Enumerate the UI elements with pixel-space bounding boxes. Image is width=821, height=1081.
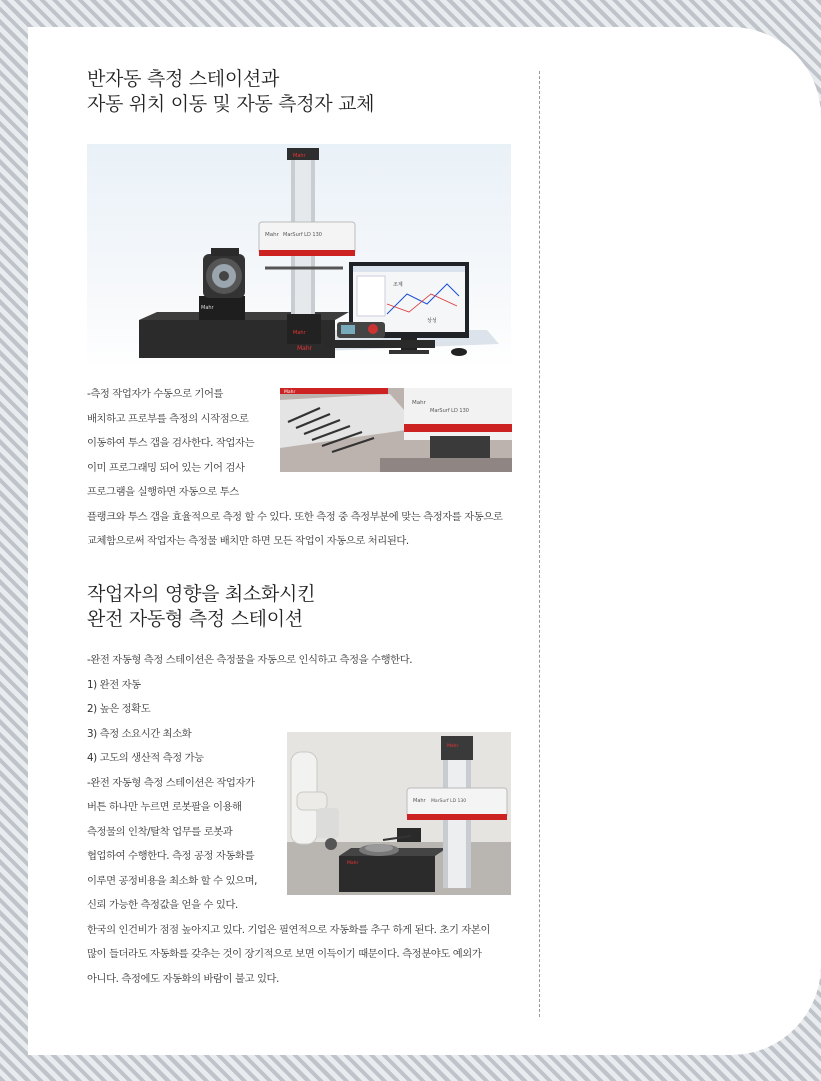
- list-item: 2) 높은 정확도: [87, 703, 151, 715]
- paragraph-line: 아니다. 측정에도 자동화의 바람이 불고 있다.: [87, 972, 279, 985]
- paragraph-line: 측정물의 인착/탈착 업무를 로봇과: [87, 825, 233, 838]
- inset-brand-left: Mahr: [284, 390, 296, 395]
- column-brand-label: Mahr: [293, 153, 306, 159]
- paragraph-line: -완전 자동형 측정 스테이션은 작업자가: [87, 776, 255, 789]
- inset-brand-label: Mahr: [412, 400, 426, 406]
- head-model-label-2: MarSurf LD 130: [431, 799, 467, 804]
- gear-measuring-station-image: [87, 144, 511, 370]
- base-brand-label: Mahr: [297, 345, 313, 352]
- paragraph-line: 한국의 인건비가 점점 높아지고 있다. 기업은 필연적으로 자동화를 추구 하게 된다. 초기 자본이: [87, 923, 490, 936]
- paragraph-line: 이미 프로그래밍 되어 있는 기어 검사: [87, 461, 245, 474]
- paragraph-line: -측정 작업자가 수동으로 기어를: [87, 388, 224, 400]
- paragraph-line: 협업하여 수행한다. 측정 공정 자동화를: [87, 850, 255, 862]
- paragraph-line: 버튼 하나만 누르면 로봇팔을 이용해: [87, 801, 242, 813]
- paragraph-line: 신뢰 가능한 측정값을 얻을 수 있다.: [87, 899, 238, 911]
- section1-title-line: 자동 위치 이동 및 자동 측정자 교체: [87, 93, 375, 115]
- section2-title: [87, 582, 315, 632]
- column-brand-label-2: Mahr: [447, 744, 459, 749]
- list-item: 3) 측정 소요시간 최소화: [87, 727, 192, 740]
- list-item: 4) 고도의 생산적 측정 가능: [87, 752, 204, 764]
- paragraph-line: 배치하고 프로부를 측정의 시작점으로: [87, 412, 249, 425]
- section2-paragraph: [87, 648, 490, 991]
- paragraph-line: -완전 자동형 측정 스테이션은 측정물을 자동으로 인식하고 측정을 수행한다.: [87, 654, 413, 666]
- paragraph-line: 플랭크와 투스 갭을 효율적으로 측정 할 수 있다. 또한 측정 중 측정부분에 맞는 측정자를 자동으로: [87, 510, 503, 523]
- section1-paragraph: [87, 382, 502, 554]
- column-base-brand-label: Mahr: [293, 330, 306, 336]
- head-model-label: MarSurf LD 130: [283, 232, 322, 238]
- screen-label-1: 조계: [393, 282, 403, 288]
- section1-title: [87, 67, 374, 117]
- section1-title-line: 반자동 측정 스테이션과: [87, 68, 280, 90]
- head-brand-label: Mahr: [265, 232, 279, 238]
- head-brand-label-2: Mahr: [413, 798, 426, 804]
- paragraph-line: 교체함으로써 작업자는 측정물 배치만 하면 모든 작업이 자동으로 처리된다.: [87, 535, 409, 547]
- section2-title-line: 작업자의 영향을 최소화시킨: [87, 583, 316, 605]
- paragraph-line: 많이 들더라도 자동화를 갖추는 것이 장기적으로 보면 이득이기 때문이다. 측정분야도 예외가: [87, 948, 482, 960]
- document-page: [28, 27, 821, 1055]
- table-brand-label: Mahr: [347, 861, 359, 866]
- paragraph-line: 이동하여 투스 갭을 검사한다. 작업자는: [87, 437, 255, 449]
- fixture-brand-label: Mahr: [201, 305, 214, 311]
- paragraph-line: 프로그램을 실행하면 자동으로 투스: [87, 486, 239, 498]
- column-divider: [539, 71, 540, 1017]
- section2-title-line: 완전 자동형 측정 스테이션: [87, 608, 303, 630]
- inset-model-label: MarSurf LD 130: [430, 408, 469, 414]
- screen-label-2: 상성: [427, 318, 437, 324]
- list-item: 1) 완전 자동: [87, 678, 141, 691]
- paragraph-line: 이루면 공정비용을 최소화 할 수 있으며,: [87, 874, 257, 887]
